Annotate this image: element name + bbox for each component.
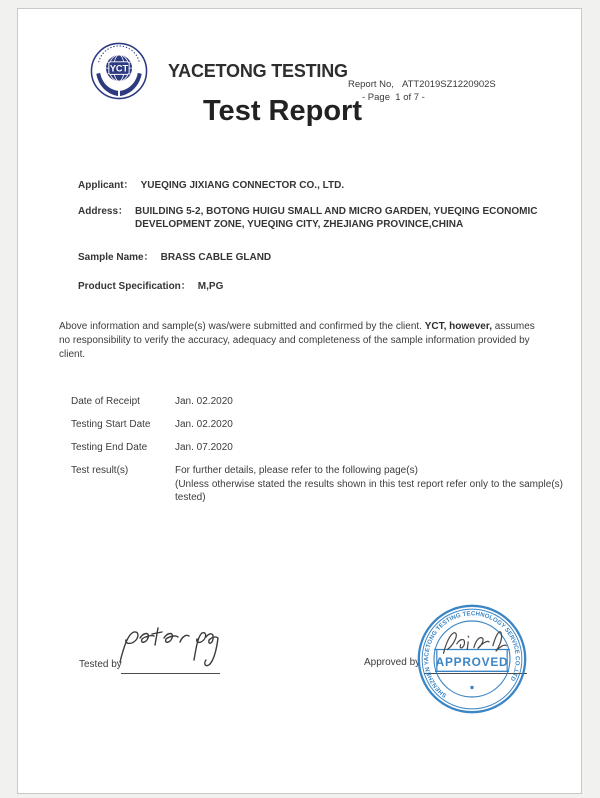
disclaimer-part2: assumes no responsibility to verify the accuracy, adequacy and completeness of the sample information provided by client. xyxy=(59,321,535,360)
approved-stamp xyxy=(415,602,529,716)
date-of-receipt-row xyxy=(71,395,563,409)
testing-end-row xyxy=(71,441,563,455)
sample-name-value: BRASS CABLE GLAND xyxy=(160,251,272,263)
yct-logo-icon xyxy=(90,41,148,101)
report-no-label: Report No, xyxy=(348,79,394,90)
header xyxy=(90,41,348,101)
test-results-line1: For further details, please refer to the following page(s) xyxy=(175,465,418,476)
testing-end-value: Jan. 07.2020 xyxy=(175,442,233,453)
test-results-label: Test result(s) xyxy=(71,465,129,476)
testing-start-row xyxy=(71,418,563,432)
report-page xyxy=(17,8,582,794)
sample-info-section xyxy=(78,179,558,306)
dates-section xyxy=(71,395,563,514)
stamp-center-text: APPROVED xyxy=(435,655,509,670)
date-of-receipt-value: Jan. 02.2020 xyxy=(175,396,233,407)
company-name: YACETONG TESTING xyxy=(168,60,348,81)
address-value: BUILDING 5-2, BOTONG HUIGU SMALL AND MICRO GARDEN, YUEQING ECONOMIC DEVELOPMENT ZONE, YUEQING CITY, ZHEJIANG PROVINCE,CHINA xyxy=(135,205,538,230)
tested-by-signature xyxy=(106,610,224,670)
test-results-value xyxy=(175,464,563,505)
disclaimer-bold: YCT, however, xyxy=(424,321,492,332)
tested-by-label: Tested by xyxy=(79,659,122,670)
testing-end-label: Testing End Date xyxy=(71,442,148,453)
date-of-receipt-label: Date of Receipt xyxy=(71,396,140,407)
applicant-value: YUEQING JIXIANG CONNECTOR CO., LTD. xyxy=(140,180,345,191)
testing-start-label: Testing Start Date xyxy=(71,419,151,430)
page-title: Test Report xyxy=(203,95,362,127)
product-spec-row xyxy=(78,280,558,294)
address-label: Address： xyxy=(78,205,129,217)
sample-name-row xyxy=(78,251,558,265)
product-spec-label: Product Specification： xyxy=(78,281,191,292)
page-number: - Page 1 of 7 - xyxy=(362,92,425,103)
approved-stamp-icon xyxy=(415,602,529,716)
logo-monogram: YCT xyxy=(109,63,129,74)
stamp-ring-text: SHENZHEN YACETONG TESTING TECHNOLOGY SERVICE CO.,LTD xyxy=(423,610,521,699)
applicant-row xyxy=(78,179,558,193)
test-results-row xyxy=(71,464,563,505)
disclaimer-part1: Above information and sample(s) was/were submitted and confirmed by the client. xyxy=(59,321,425,332)
product-spec-value: M,PG xyxy=(197,281,224,292)
report-no-value: ATT2019SZ1220902S xyxy=(401,79,496,90)
applicant-label: Applicant： xyxy=(78,180,134,191)
address-row xyxy=(78,205,558,232)
tested-by-signature-line xyxy=(121,673,220,674)
test-results-line2: (Unless otherwise stated the results shown in this test report refer only to the sample(s) tested) xyxy=(175,478,563,503)
approved-by-label: Approved by xyxy=(364,657,421,668)
testing-start-value: Jan. 02.2020 xyxy=(175,419,233,430)
disclaimer-paragraph xyxy=(59,320,546,362)
sample-name-label: Sample Name： xyxy=(78,251,154,263)
